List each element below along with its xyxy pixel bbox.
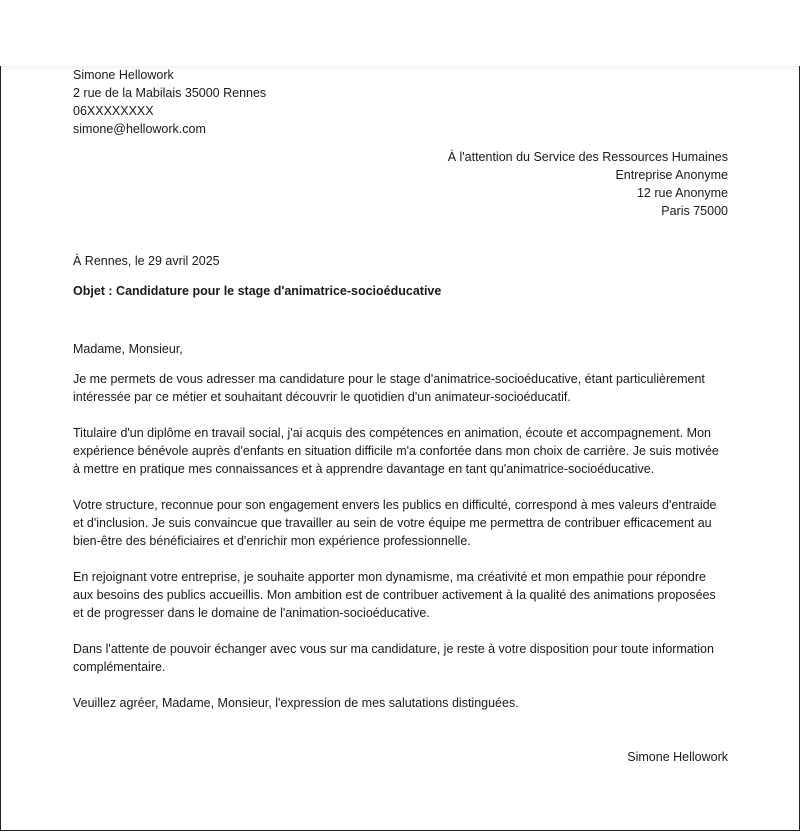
closing-paragraph: Veuillez agréer, Madame, Monsieur, l'expression de mes salutations distinguées. [73, 696, 519, 710]
recipient-city: Paris 75000 [661, 204, 728, 218]
recipient-attention: À l'attention du Service des Ressources Humaines [447, 150, 728, 164]
sender-phone: 06XXXXXXXX [73, 104, 154, 118]
letter-body [73, 370, 729, 730]
paragraph: Je me permets de vous adresser ma candidature pour le stage d'animatrice-socioéducative, étant particulièrement intéressée par ce métier et souhaitant découvrir le quotidien d'un animateur-socioéducatif. [73, 372, 705, 404]
cover-letter-page [0, 66, 800, 831]
salutation: Madame, Monsieur, [73, 342, 183, 356]
paragraph: Titulaire d'un diplôme en travail social, j'ai acquis des compétences en animation, écoute et accompagnement. Mon expérience bénévole auprès d'enfants en situation difficile m'a confortée dans mon choix de carrière. Je suis motivée à mettre en pratique mes connaissances et à apprendre davantage en tant qu'animatrice-socioéducative. [73, 426, 719, 476]
recipient-company: Entreprise Anonyme [615, 168, 728, 182]
sender-name: Simone Hellowork [73, 68, 174, 82]
subject-line: Objet : Candidature pour le stage d'animatrice-socioéducative [73, 284, 442, 298]
top-toolbar-area [0, 0, 800, 66]
date-line: À Rennes, le 29 avril 2025 [73, 254, 220, 268]
sender-email: simone@hellowork.com [73, 122, 206, 136]
sender-block [73, 66, 266, 138]
paragraph: Dans l'attente de pouvoir échanger avec vous sur ma candidature, je reste à votre disposition pour toute information complémentaire. [73, 642, 714, 674]
paragraph: Votre structure, reconnue pour son engagement envers les publics en difficulté, correspond à mes valeurs d'entraide et d'inclusion. Je suis convaincue que travailler au sein de votre équipe me permettra de contribuer efficacement au bien-être des bénéficiaires et d'enrichir mon expérience professionnelle. [73, 498, 717, 548]
paragraph: En rejoignant votre entreprise, je souhaite apporter mon dynamisme, ma créativité et mon empathie pour répondre aux besoins des publics accueillis. Mon ambition est de contribuer activement à la qualité des animations proposées et de progresser dans le domaine de l'animation-socioéducative. [73, 570, 716, 620]
sender-address: 2 rue de la Mabilais 35000 Rennes [73, 86, 267, 100]
recipient-street: 12 rue Anonyme [636, 186, 728, 200]
signature: Simone Hellowork [627, 750, 728, 764]
recipient-block [448, 148, 728, 220]
